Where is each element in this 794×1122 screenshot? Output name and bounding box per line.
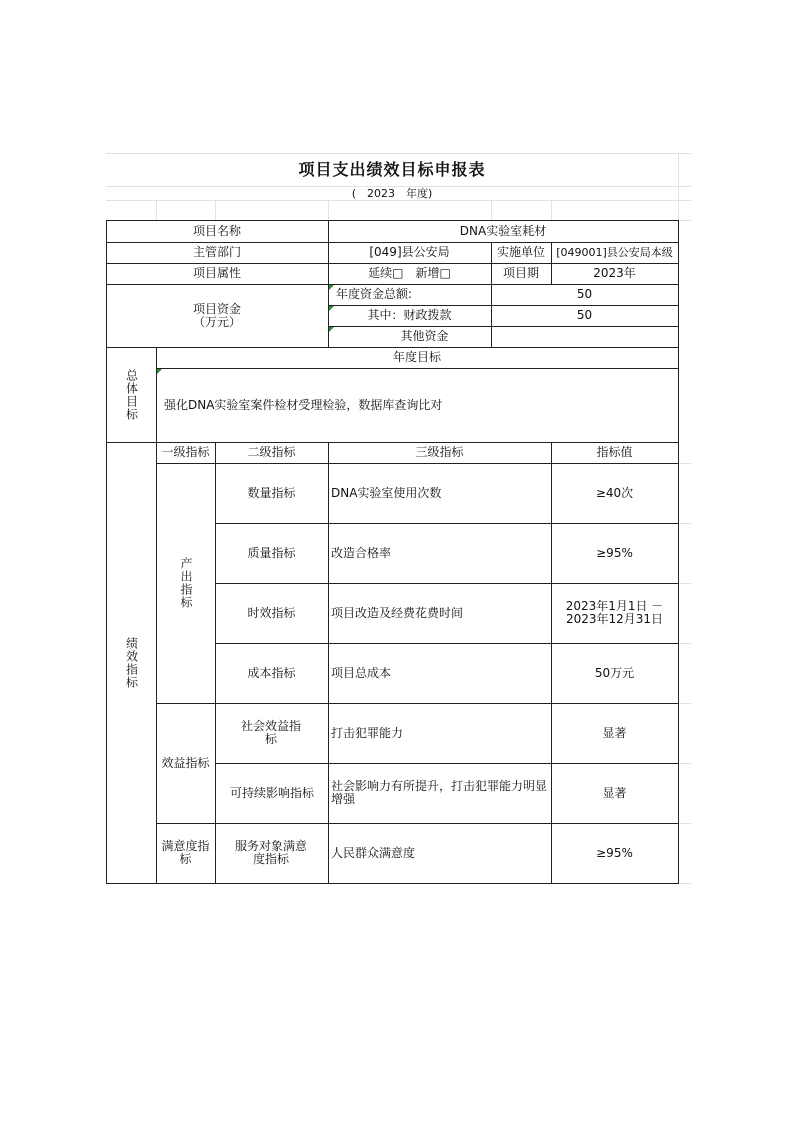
- overall-goal-label: 总体目标: [124, 368, 139, 421]
- dept-label: 主管部门: [192, 245, 241, 259]
- output-indicators-label: 产出指标: [179, 557, 193, 609]
- dept-value: [049]县公安局: [369, 245, 450, 259]
- level3-item: 项目总成本: [331, 665, 392, 680]
- form-title: 项目支出绩效目标申报表: [298, 160, 486, 179]
- border: [106, 883, 678, 884]
- other-value: [491, 326, 678, 347]
- level3-item: 人民群众满意度: [331, 845, 416, 860]
- fund-label: 项目资金 （万元）: [192, 301, 241, 329]
- performance-target-form: [106, 153, 691, 893]
- period-value: 2023年: [593, 266, 636, 280]
- cell-note-marker: [329, 327, 334, 332]
- performance-indicators-label: 绩效指标: [124, 636, 139, 689]
- level2-quality: 质量指标: [247, 545, 296, 560]
- level3-item: 社会影响力有所提升，打击犯罪能力明显增强: [331, 779, 548, 806]
- level3-item: 项目改造及经费花费时间: [331, 605, 464, 620]
- indicator-value: 显著: [602, 785, 627, 800]
- level2-quantity: 数量指标: [247, 485, 296, 500]
- indicator-value: 显著: [602, 725, 627, 740]
- level2-sustainable-impact: 可持续影响指标: [230, 785, 315, 800]
- level2-timeliness: 时效指标: [247, 605, 296, 620]
- project-name-value: DNA实验室耗材: [459, 223, 547, 238]
- level2-cost: 成本指标: [247, 665, 296, 680]
- annual-total-label: 年度资金总额:: [336, 287, 413, 301]
- level3-item: 改造合格率: [331, 545, 392, 560]
- gridline: [678, 220, 691, 221]
- gridline: [678, 463, 691, 464]
- cell-note-marker: [329, 306, 334, 311]
- header-level1: 一级指标: [161, 445, 210, 459]
- annual-total-value: 50: [576, 287, 593, 301]
- cell-note-marker: [329, 285, 334, 290]
- gridline: [215, 200, 216, 220]
- satisfaction-indicators-label: 满意度指标: [161, 839, 210, 866]
- impl-label: 实施单位: [496, 245, 545, 259]
- cell-note-marker: [157, 369, 162, 374]
- gridline: [678, 583, 691, 584]
- benefit-indicators-label: 效益指标: [161, 755, 210, 770]
- indicator-value: ≥40次: [595, 485, 634, 500]
- level2-social-benefit: 社会效益指标: [241, 719, 302, 746]
- indicator-value: ≥95%: [596, 845, 633, 860]
- level3-item: DNA实验室使用次数: [331, 485, 442, 500]
- gridline: [551, 200, 552, 220]
- gridline: [678, 643, 691, 644]
- attr-label: 项目属性: [192, 266, 241, 280]
- project-name-label: 项目名称: [192, 223, 241, 238]
- indicator-value: 2023年1月1日 － 2023年12月31日: [565, 599, 664, 626]
- indicator-value: ≥95%: [596, 545, 633, 560]
- year-line: ( 2023 年度): [351, 186, 433, 200]
- header-level3: 三级指标: [415, 445, 464, 459]
- gridline: [678, 823, 691, 824]
- header-level2: 二级指标: [247, 445, 296, 459]
- indicator-value: 50万元: [594, 665, 635, 680]
- fiscal-label: 其中：财政拨款: [367, 308, 452, 322]
- level2-service-satisfaction: 服务对象满意度指标: [235, 839, 308, 866]
- other-label: 其他资金: [400, 329, 449, 343]
- period-label: 项目期: [502, 266, 539, 280]
- level3-item: 打击犯罪能力: [331, 725, 404, 740]
- border: [678, 220, 679, 884]
- gridline: [678, 763, 691, 764]
- gridline: [491, 200, 492, 220]
- gridline: [678, 153, 679, 220]
- header-value: 指标值: [596, 445, 633, 459]
- gridline: [106, 200, 691, 201]
- gridline: [156, 200, 157, 220]
- fiscal-value: 50: [576, 308, 593, 322]
- impl-value: [049001]县公安局本级: [556, 246, 673, 259]
- gridline: [328, 200, 329, 220]
- attr-value: 延续□ 新增□: [368, 266, 451, 280]
- annual-goal-text: 强化DNA实验室案件检材受理检验，数据库查询比对: [164, 397, 443, 412]
- annual-goal-header: 年度目标: [392, 350, 441, 364]
- gridline: [678, 523, 691, 524]
- gridline: [678, 703, 691, 704]
